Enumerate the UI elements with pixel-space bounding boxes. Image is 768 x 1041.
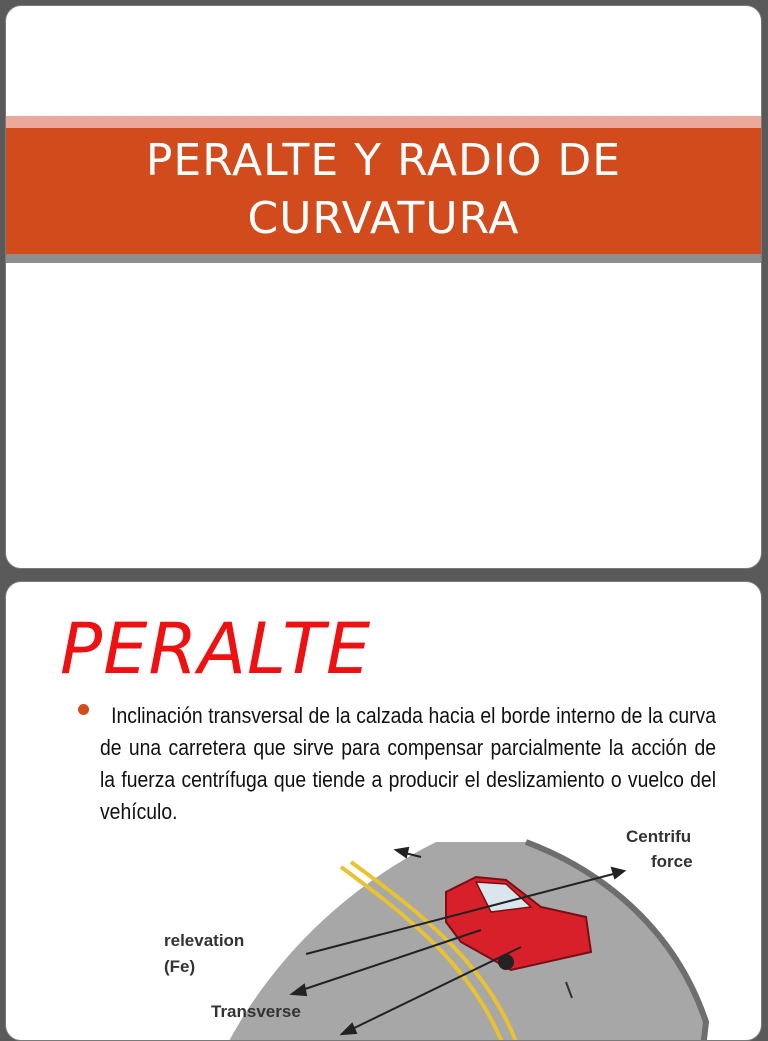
title-band-shadow	[6, 254, 761, 263]
label-fe: (Fe)	[164, 957, 196, 976]
content-slide	[5, 581, 762, 1041]
bullet-text-content: Inclinación transversal de la calzada hacia el borde interno de la curva de una carretera que sirve para compensar parcialmente la acción de la fuerza centrífuga que tiende a producir el deslizamiento o vuelco del vehículo.	[100, 703, 716, 824]
label-transverse: Transverse	[211, 1002, 301, 1021]
slide-title	[6, 132, 761, 248]
title-slide	[5, 5, 762, 569]
label-relevation: relevation	[164, 931, 245, 950]
label-force: force	[651, 852, 693, 871]
bullet-icon	[78, 704, 89, 715]
title-band-top	[6, 116, 761, 128]
slide-heading: PERALTE	[60, 608, 372, 690]
bullet-text	[100, 700, 716, 828]
slide-title-line2: CURVATURA	[247, 193, 520, 244]
slide-title-line1: PERALTE Y RADIO DE	[145, 135, 622, 186]
label-centrifugal: Centrifu	[626, 827, 692, 846]
superelevation-diagram	[146, 822, 716, 1041]
